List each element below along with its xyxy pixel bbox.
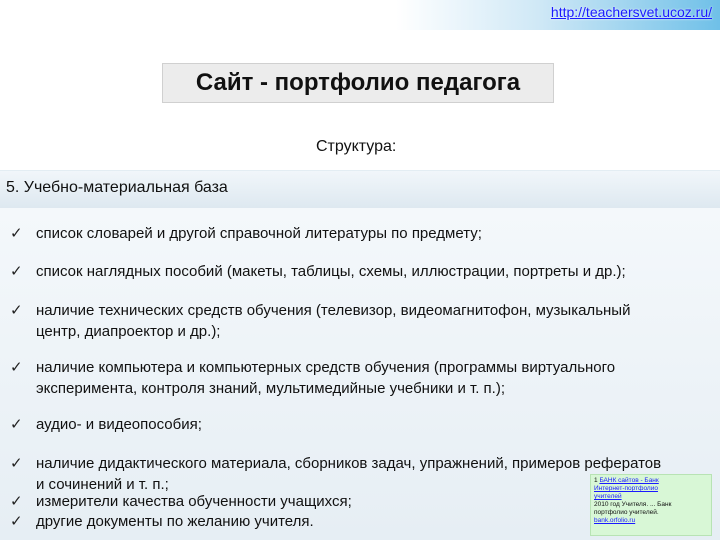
list-item-text: наличие компьютера и компьютерных средств обучения (программы виртуального эксперимента, контроля знаний, мультимедийные учебники и т. п.); bbox=[36, 359, 616, 397]
subtitle: Структура: bbox=[316, 138, 397, 155]
footnote-link-site[interactable]: bank.orfolio.ru bbox=[594, 517, 636, 524]
check-icon: ✓ bbox=[10, 454, 23, 472]
check-icon: ✓ bbox=[10, 415, 23, 433]
check-icon: ✓ bbox=[10, 358, 23, 376]
list-item-text: аудио- и видеопособия; bbox=[36, 416, 202, 433]
check-icon: ✓ bbox=[10, 224, 23, 242]
check-icon: ✓ bbox=[10, 301, 23, 319]
footnote-link-teachers[interactable]: учителей bbox=[594, 493, 622, 500]
list-item-text: измерители качества обученности учащихся; bbox=[36, 493, 352, 510]
footnote-text: 2010 год Учителя. ... Банк bbox=[594, 501, 672, 508]
footnote-link-portfolio[interactable]: Интернет-портфолио bbox=[594, 485, 658, 492]
title-box bbox=[162, 63, 554, 103]
list-item-text: список словарей и другой справочной литературы по предмету; bbox=[36, 225, 482, 242]
footnote-text: портфолио учителей. bbox=[594, 509, 659, 516]
list-item-text: другие документы по желанию учителя. bbox=[36, 513, 314, 530]
site-url-link[interactable]: http://teachersvet.ucoz.ru/ bbox=[550, 4, 712, 20]
footnote-box bbox=[590, 474, 712, 536]
list-item-text: список наглядных пособий (макеты, таблицы, схемы, иллюстрации, портреты и др.); bbox=[36, 263, 626, 280]
section-heading: 5. Учебно-материальная база bbox=[6, 179, 228, 196]
page-title: Сайт - портфолио педагога bbox=[195, 69, 521, 96]
footnote-link-bank[interactable]: БАНК сайтов - Банк bbox=[599, 477, 659, 484]
list-item-text: наличие технических средств обучения (телевизор, видеомагнитофон, музыкальный центр, диапроектор и др.); bbox=[36, 302, 631, 340]
check-icon: ✓ bbox=[10, 492, 23, 510]
footnote-number: 1 bbox=[594, 477, 598, 484]
list-item-text: наличие дидактического материала, сборников задач, упражнений, примеров рефератов и сочинений и т. п.; bbox=[36, 455, 662, 493]
check-icon: ✓ bbox=[10, 512, 23, 530]
check-icon: ✓ bbox=[10, 262, 23, 280]
